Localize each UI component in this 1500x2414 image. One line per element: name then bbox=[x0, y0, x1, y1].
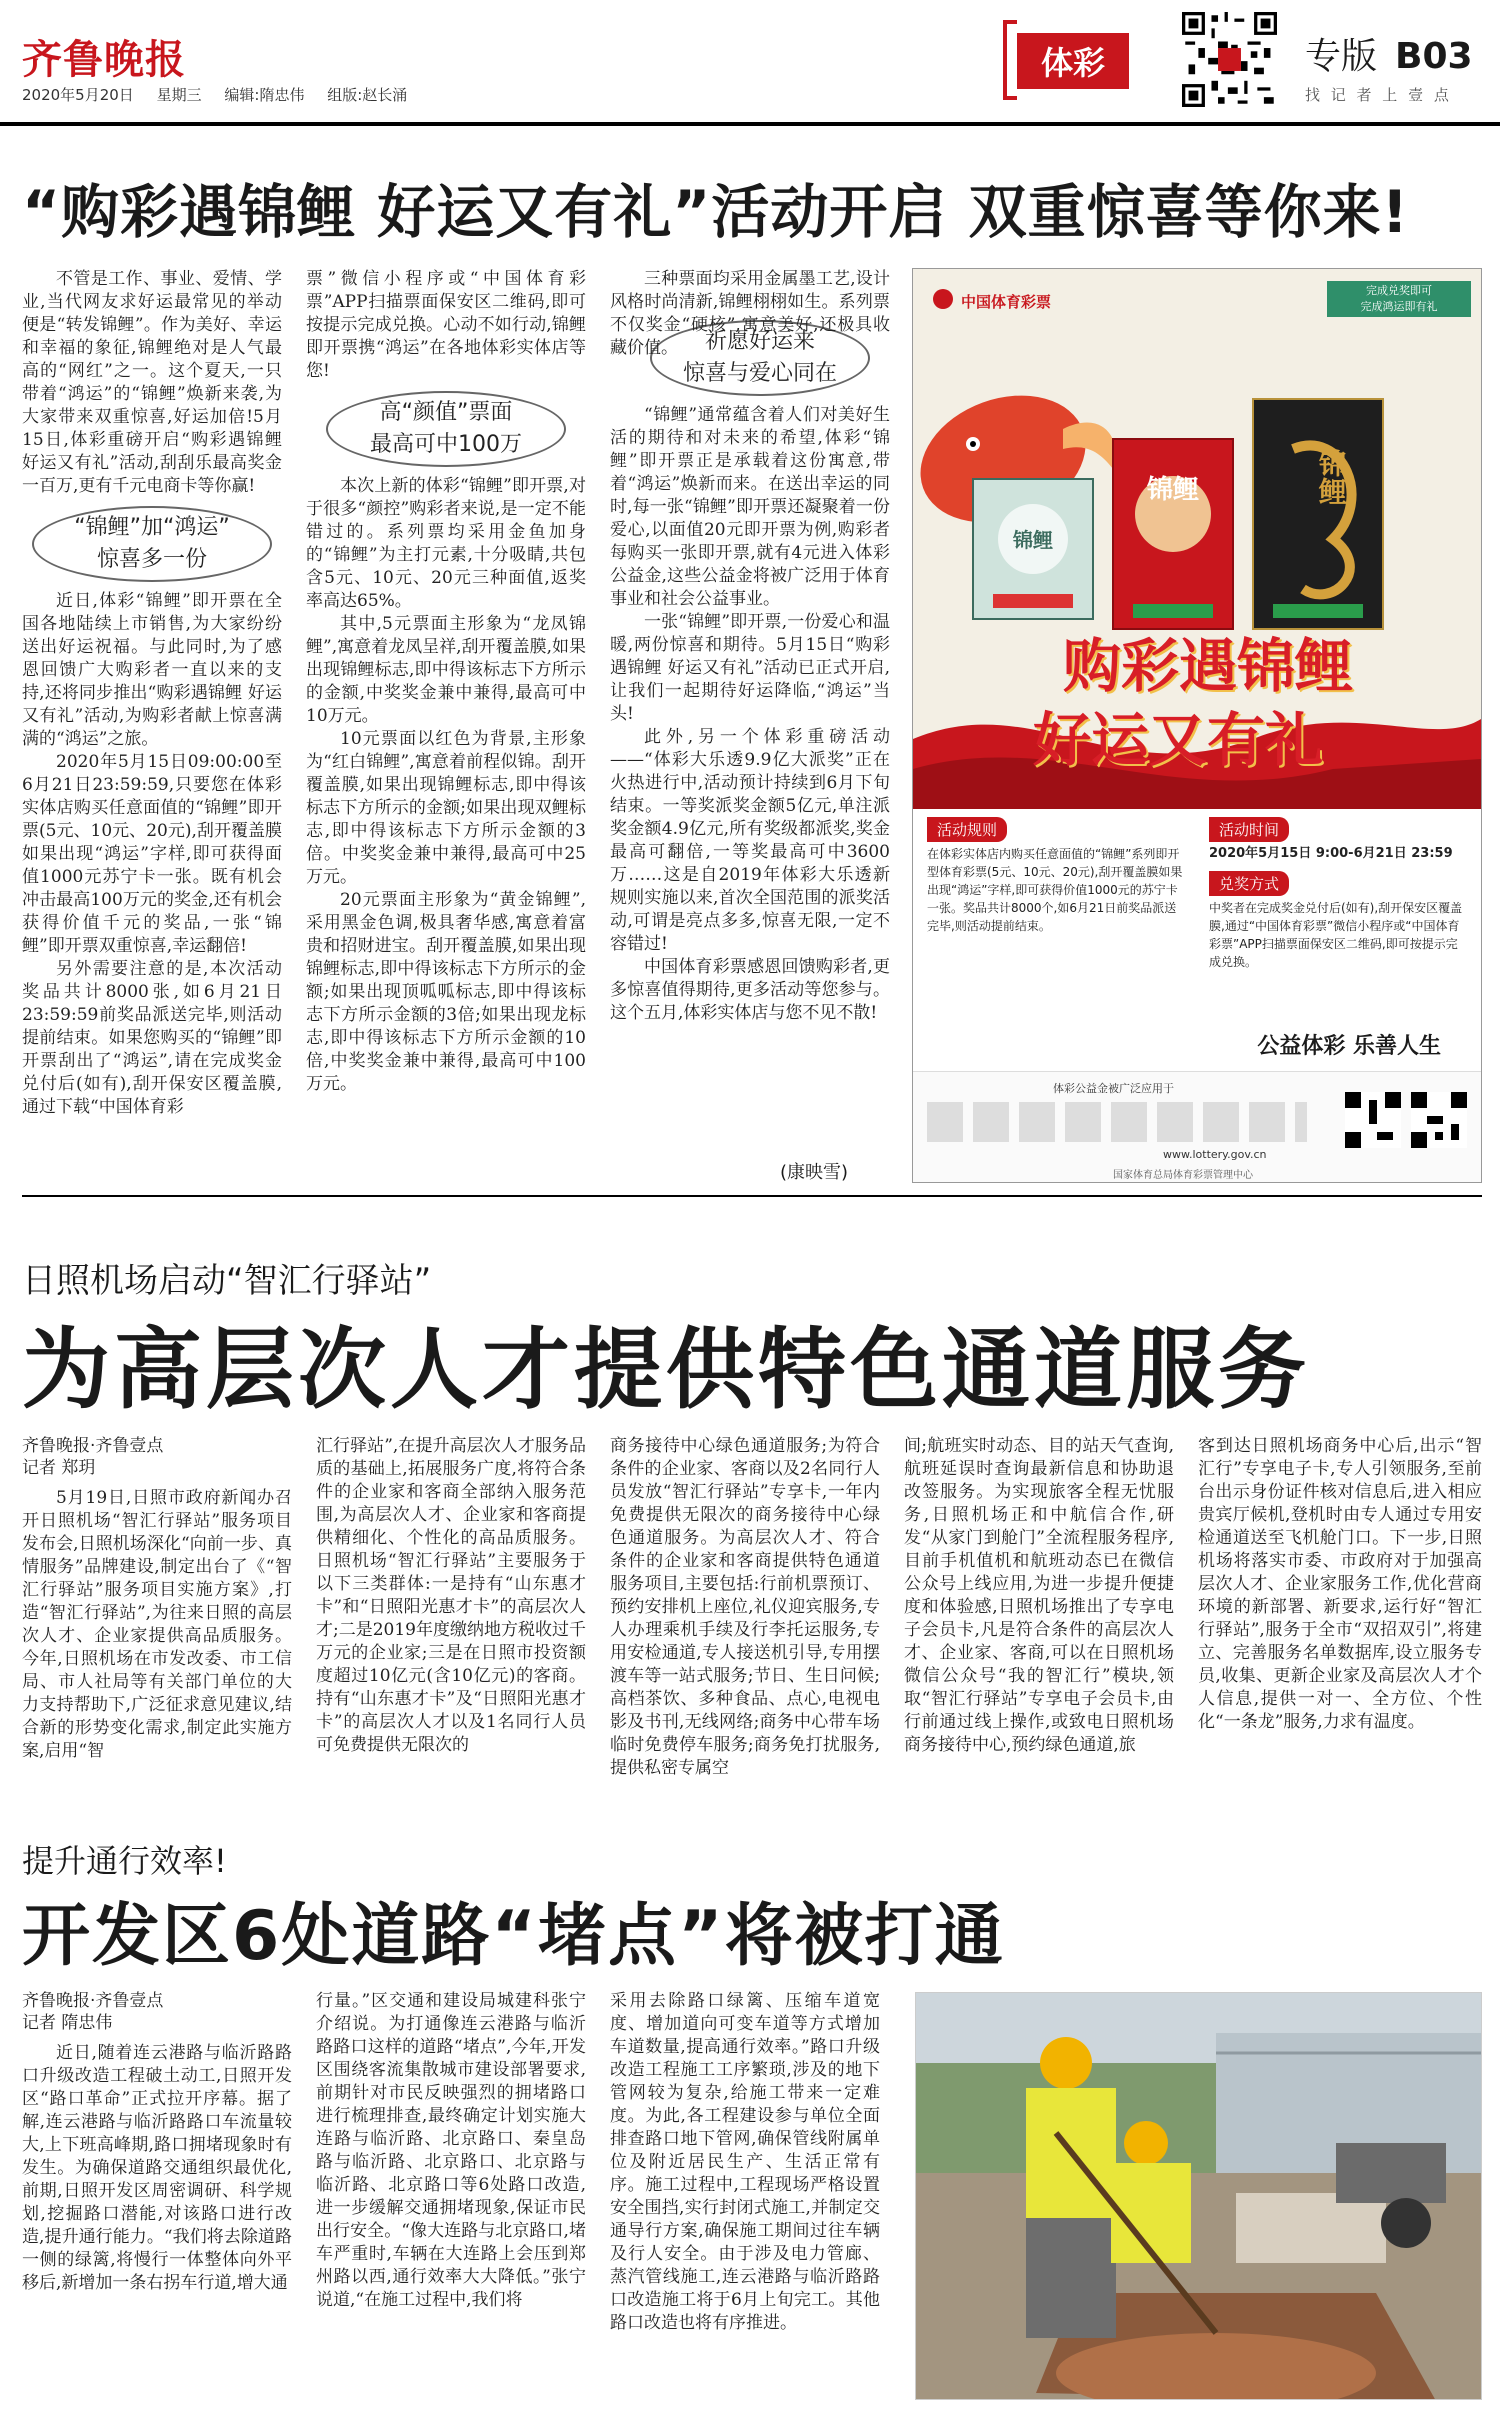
column-credit: 找 记 者 上 壹 点 bbox=[1305, 86, 1452, 104]
masthead-logo: 齐鲁晚报 bbox=[22, 37, 186, 83]
subhead-line: 高“颜值”票面 bbox=[379, 400, 513, 425]
story3-paragraph: 行量。”区交通和建设局城建科张宁介绍说。为打通像连云港路与临沂路路口这样的道路“堵点”,今年,开发区围绕客流集散城市建设部署要求,前期针对市民反映强烈的拥堵路口进行梳理排查,最终确定计划实施大连路与临沂路、北京路口、秦皇岛路与临沂路、北京路口、北京路与临沂路、北京路口等6处路口改造,进一步缓解交通拥堵现象,保证市民出行安全。“像大连路与北京路口,堵车严重时,车辆在大连路上会压到郑州路以西,通行效率大大降低。”张宁说道,“在施工过程中,我们将 bbox=[316, 1991, 586, 2310]
story2-paragraph: 客到达日照机场商务中心后,出示“智汇行”专享电子卡,专人引领服务,至前台出示身份证件核对信息后,进入相应贵宾厅候机,登机时由专人通过专用安检通道送至飞机舱门口。下一步,日照机场将落实市委、市政府对于加强高层次人才、企业家服务工作,优化营商环境的新部署、新要求,运行好“智汇行驿站”,服务于全市“双招双引”,将建立、完善服务名单数据库,设立服务专员,收集、更新企业家及高层次人才个人信息,提供一对一、全方位、个性化“一条龙”服务,力求有温度。 bbox=[1198, 1436, 1482, 1732]
ad-footer-line: 体彩公益金被广泛应用于 bbox=[1053, 1082, 1174, 1095]
story2-column-1 bbox=[22, 1435, 292, 1845]
ad-time-tag: 活动时间 bbox=[1209, 817, 1289, 842]
section-divider bbox=[22, 1195, 1482, 1197]
story3-kicker: 提升通行效率! bbox=[22, 1842, 227, 1880]
badge-bracket bbox=[1003, 20, 1017, 100]
ad-info-panel bbox=[913, 809, 1481, 1109]
ticket-label: 锦鲤 bbox=[1146, 475, 1199, 505]
subhead-line: 祈愿好运来 bbox=[704, 329, 815, 354]
story3-column-2 bbox=[316, 1990, 586, 2400]
header-rule bbox=[0, 122, 1500, 126]
story1-paragraph: 10元票面以红色为背景,主形象为“红白锦鲤”,寓意着前程似锦。刮开覆盖膜,如果出现锦鲤标志,即中得该标志下方所示的金额;如果出现双鲤标志,即中得该标志下方所示金额的3倍。中奖奖金兼中兼得,最高可中25万元。 bbox=[306, 729, 586, 887]
ad-slogan-line: 好运又有礼 bbox=[1032, 706, 1323, 774]
story1-column-2 bbox=[306, 268, 586, 1178]
ticket-label: 锦鲤 bbox=[1013, 528, 1053, 552]
ad-rules-text: 在体彩实体店内购买任意面值的“锦鲤”系列即开型体育彩票(5元、10元、20元),刮开覆盖膜如果出现“鸿运”字样,即可获得价值1000元的苏宁卡一张。奖品共计8000个,如6月21日前奖品派送完毕,则活动提前结束。 bbox=[927, 847, 1183, 933]
section-badge: 体彩 bbox=[1017, 33, 1129, 89]
dateline bbox=[22, 84, 425, 105]
subhead-line: “锦鲤”加“鸿运” bbox=[74, 515, 230, 540]
story2-paragraph: 商务接待中心绿色通道服务;为符合条件的企业家、客商以及2名同行人员发放“智汇行驿站”专享卡,一年内免费提供无限次的商务接待中心绿色通道服务。为高层次人才、符合条件的企业家和客商提供特色通道服务项目,主要包括:行前机票预订、预约安排机上座位,礼仪迎宾服务,专人办理乘机手续及行李托运服务,专用安检通道,专人接送机引导,专用摆渡车等一站式服务;节日、生日问候;高档茶饮、多种食品、点心,电视电影及书刊,无线网络;商务中心带车场临时免费停车服务;商务免打扰服务,提供私密专属空 bbox=[610, 1436, 880, 1778]
ad-footer-url: www.lottery.gov.cn bbox=[1163, 1148, 1267, 1161]
story3-paragraph: 采用去除路口绿篱、压缩车道宽度、增加道向可变车道等方式增加车道数量,提高通行效率。”路口升级改造工程施工工序繁琐,涉及的地下管网较为复杂,给施工带来一定难度。为此,各工程建设参与单位全面排查路口地下管网,确保管线附属单位及附近居民生产、生活正常有序。施工过程中,工程现场严格设置安全围挡,实行封闭式施工,并制定交通导行方案,确保施工期间过往车辆及行人安全。由于涉及电力管廊、蒸汽管线施工,连云港路与临沂路路口改造施工将于6月上旬完工。其他路口改造也将有序推进。 bbox=[610, 1991, 880, 2333]
story2-paragraph: 汇行驿站”,在提升高层次人才服务品质的基础上,拓展服务广度,将符合条件的企业家和客商全部纳入服务范围,为高层次人才、企业家和客商提供精细化、个性化的高品质服务。日照机场“智汇行驿站”主要服务于以下三类群体:一是持有“山东惠才卡”和“日照阳光惠才卡”的高层次人才;二是2019年度缴纳地方税收过千万元的企业家;三是在日照市投资额度超过10亿元(含10亿元)的客商。持有“山东惠才卡”及“日照阳光惠才卡”的高层次人才以及1名同行人员可免费提供无限次的 bbox=[316, 1436, 586, 1755]
ticket-label: 锦鲤 bbox=[1315, 449, 1348, 505]
qr-code-icon bbox=[1182, 12, 1277, 107]
ad-motto: 公益体彩 乐善人生 bbox=[1257, 1033, 1441, 1059]
story2-kicker: 日照机场启动“智汇行驿站” bbox=[22, 1261, 432, 1301]
construction-photo bbox=[915, 1992, 1482, 2400]
issue-weekday: 星期三 bbox=[156, 86, 202, 104]
byline-line: 齐鲁晚报·齐鲁壹点 bbox=[22, 1436, 164, 1456]
story2-column-4 bbox=[904, 1435, 1174, 1845]
story1-paragraph: 中国体育彩票感恩回馈购彩者,更多惊喜值得期待,更多活动等您参与。这个五月,体彩实体店与您不见不散! bbox=[610, 957, 890, 1023]
story3-byline bbox=[22, 1990, 292, 2034]
story1-paragraph: 20元票面主形象为“黄金锦鲤”,采用黑金色调,极具奢华感,寓意着富贵和招财进宝。刮开覆盖膜,如果出现锦鲤标志,即中得该标志下方所示的金额;如果出现顶呱呱标志,即中得该标志下方所示金额的3倍;如果出现龙标志,即中得该标志下方所示金额的10倍,中奖奖金兼中兼得,最高可中100万元。 bbox=[306, 890, 586, 1094]
story1-paragraph: 一张“锦鲤”即开票,一份爱心和温暖,两份惊喜和期待。5月15日“购彩遇锦鲤 好运又有礼”活动已正式开启,让我们一起期待好运降临,“鸿运”当头! bbox=[610, 612, 890, 724]
story2-column-3 bbox=[610, 1435, 880, 1845]
ad-footer bbox=[913, 1071, 1481, 1182]
subhead-line: 惊喜与爱心同在 bbox=[682, 361, 837, 386]
byline-line: 齐鲁晚报·齐鲁壹点 bbox=[22, 1991, 164, 2011]
story1-headline: “购彩遇锦鲤 好运又有礼”活动开启 双重惊喜等你来! bbox=[22, 178, 1410, 246]
story3-headline: 开发区6处道路“堵点”将被打通 bbox=[22, 1897, 1005, 1976]
story3-column-1 bbox=[22, 1990, 292, 2400]
ad-time-text: 2020年5月15日 9:00-6月21日 23:59 bbox=[1209, 846, 1453, 861]
ad-corner-line: 完成兑奖即可 bbox=[1366, 284, 1432, 297]
ad-redeem-tag: 兑奖方式 bbox=[1209, 871, 1289, 896]
story1-paragraph: 不管是工作、事业、爱情、学业,当代网友求好运最常见的举动便是“转发锦鲤”。作为美好、幸运和幸福的象征,锦鲤绝对是人气最高的“网红”之一。这个夏天,一只带着“鸿运”的“锦鲤”焕新来袭,为大家带来双重惊喜,好运加倍!5月15日,体彩重磅开启“购彩遇锦鲤 好运又有礼”活动,刮刮乐最高奖金一百万,更有千元电商卡等你赢! bbox=[22, 269, 282, 496]
story1-paragraph: 近日,体彩“锦鲤”即开票在全国各地陆续上市销售,为大家纷纷送出好运祝福。与此同时,为了感恩回馈广大购彩者一直以来的支持,还将同步推出“购彩遇锦鲤 好运又有礼”活动,为购彩者献上惊喜满满的“鸿运”之旅。 bbox=[22, 591, 282, 749]
story1-paragraph: 此外,另一个体彩重磅活动——“体彩大乐透9.9亿大派奖”正在火热进行中,活动预计持续到6月下旬结束。一等奖派奖金额5亿元,单注派奖金额4.9亿元,所有奖级都派奖,奖金最高可翻倍,一等奖最高可中3600万……这是自2019年体彩大乐透新规则实施以来,首次全国范围的派奖活动,可谓是亮点多多,惊喜无限,一定不容错过! bbox=[610, 727, 890, 954]
ad-corner-line: 完成鸿运即有礼 bbox=[1360, 300, 1438, 313]
layout-credit: 组版:赵长涌 bbox=[327, 86, 408, 104]
editor-credit: 编辑:隋忠伟 bbox=[224, 86, 305, 104]
ad-slogan bbox=[973, 629, 1443, 777]
subhead-line: 最高可中100万 bbox=[370, 432, 522, 457]
subhead-line: 惊喜多一份 bbox=[96, 547, 207, 572]
story2-column-5 bbox=[1198, 1435, 1482, 1845]
byline-line: 记者 隋忠伟 bbox=[22, 2013, 113, 2033]
story1-column-1 bbox=[22, 268, 282, 1178]
story1-paragraph: 票”微信小程序或“中国体育彩票”APP扫描票面保安区二维码,即可按提示完成兑换。心动不如行动,锦鲤即开票携“鸿运”在各地体彩实体店等您! bbox=[306, 269, 586, 381]
story2-paragraph: 5月19日,日照市政府新闻办召开日照机场“智汇行驿站”服务项目发布会,日照机场深化“向前一步、真情服务”品牌建设,制定出台了《“智汇行驿站”服务项目实施方案》,打造“智汇行驿站”,为往来日照的高层次人才、企业家提供高品质服务。今年,日照机场在市发改委、市工信局、市人社局等有关部门单位的大力支持帮助下,广泛征求意见建议,结合新的形势变化需求,制定此实施方案,启用“智 bbox=[22, 1488, 292, 1761]
story1-paragraph: 其中,5元票面主形象为“龙凤锦鲤”,寓意着龙凤呈祥,刮开覆盖膜,如果出现锦鲤标志,即中得该标志下方所示的金额,中奖奖金兼中兼得,最高可中10万元。 bbox=[306, 614, 586, 726]
story2-byline bbox=[22, 1435, 292, 1479]
story1-paragraph: “锦鲤”通常蕴含着人们对美好生活的期待和对未来的希望,体彩“锦鲤”即开票正是承载着这份寓意,带着“鸿运”焕新而来。在送出幸运的同时,每一张“锦鲤”即开票还凝聚着一份爱心,以面值20元即开票为例,购彩者每购买一张即开票,就有4元进入体彩公益金,这些公益金将被广泛用于体育事业和社会公益事业。 bbox=[610, 405, 890, 609]
story1-paragraph: 2020年5月15日09:00:00至6月21日23:59:59,只要您在体彩实体店购买任意面值的“锦鲤”即开票(5元、10元、20元),刮开覆盖膜如果出现“鸿运”字样,即可获得面值1000元苏宁卡一张。既有机会冲击最高100万元的奖金,还有机会获得价值千元的奖品,一张“锦鲤”即开票双重惊喜,幸运翻倍! bbox=[22, 752, 282, 956]
story1-column-3 bbox=[610, 268, 890, 1178]
story1-paragraph: 本次上新的体彩“锦鲤”即开票,对于很多“颜控”购彩者来说,是一定不能错过的。系列票均采用金鱼加身的“锦鲤”为主打元素,十分吸睛,共包含5元、10元、20元三种面值,返奖率高达65%。 bbox=[306, 476, 586, 611]
ad-brand: 中国体育彩票 bbox=[961, 293, 1052, 311]
page-number: B03 bbox=[1395, 36, 1473, 77]
qr-code-icon bbox=[1345, 1092, 1401, 1148]
story2-headline: 为高层次人才提供特色通道服务 bbox=[22, 1318, 1311, 1421]
ad-footer-icons bbox=[927, 1102, 1307, 1142]
story3-paragraph: 近日,随着连云港路与临沂路路口升级改造工程破土动工,日照开发区“路口革命”正式拉开序幕。据了解,连云港路与临沂路路口车流量较大,上下班高峰期,路口拥堵现象时有发生。为确保道路交通组织最优化,前期,日照开发区周密调研、科学规划,挖掘路口潜能,对该路口进行改造,提升通行能力。“我们将去除道路一侧的绿篱,将慢行一体整体向外平移后,新增加一条右拐车行道,增大通 bbox=[22, 2043, 292, 2293]
byline-line: 记者 郑玥 bbox=[22, 1458, 96, 1478]
story1-byline: (康映雪) bbox=[780, 1162, 849, 1183]
ad-redeem-text: 中奖者在完成奖金兑付后(如有),刮开保安区覆盖膜,通过“中国体育彩票”微信小程序或“中国体育彩票”APP扫描票面保安区二维码,即可按提示完成兑换。 bbox=[1209, 901, 1463, 969]
story1-subhead-2 bbox=[326, 391, 566, 467]
story2-column-2 bbox=[316, 1435, 586, 1845]
story2-paragraph: 间;航班实时动态、目的站天气查询,航班延误时查询最新信息和协助退改签服务。为实现旅客全程无忧服务,日照机场正和中航信合作,研发“从家门到舱门”全流程服务程序,目前手机值机和航班动态已在微信公众号上线应用,为进一步提升便捷度和体验感,日照机场推出了专享电子会员卡,凡是符合条件的高层次人才、企业家、客商,可以在日照机场微信公众号“我的智汇行”模块,领取“智汇行驿站”专享电子会员卡,由行前通过线上操作,或致电日照机场商务接待中心,预约绿色通道,旅 bbox=[904, 1436, 1174, 1755]
road-construction-workers-image bbox=[916, 1993, 1482, 2400]
issue-date: 2020年5月20日 bbox=[22, 86, 134, 104]
edition-name: 专版 bbox=[1305, 36, 1378, 77]
lottery-advertisement bbox=[912, 268, 1482, 1183]
ad-corner-badge bbox=[1327, 281, 1471, 317]
ad-slogan-line: 购彩遇锦鲤 bbox=[1062, 632, 1353, 700]
story1-paragraph: 另外需要注意的是,本次活动奖品共计8000张,如6月21日23:59:59前奖品派送完毕,则活动提前结束。如果您购买的“锦鲤”即开票刮出了“鸿运”,请在完成奖金兑付后(如有),刮开保安区覆盖膜,通过下载“中国体育彩 bbox=[22, 959, 282, 1117]
qr-code-icon bbox=[1411, 1092, 1467, 1148]
ad-footer-note: 国家体育总局体育彩票管理中心 bbox=[1113, 1170, 1253, 1181]
story1-subhead-1 bbox=[32, 506, 272, 582]
edition-label bbox=[1305, 28, 1473, 79]
ad-rules-tag: 活动规则 bbox=[927, 817, 1007, 842]
story1-paragraph: 三种票面均采用金属墨工艺,设计风格时尚清新,锦鲤栩栩如生。系列票不仅奖金“硬核”,寓意美好,还极具收藏价值。 bbox=[610, 269, 890, 358]
story3-column-3 bbox=[610, 1990, 880, 2400]
